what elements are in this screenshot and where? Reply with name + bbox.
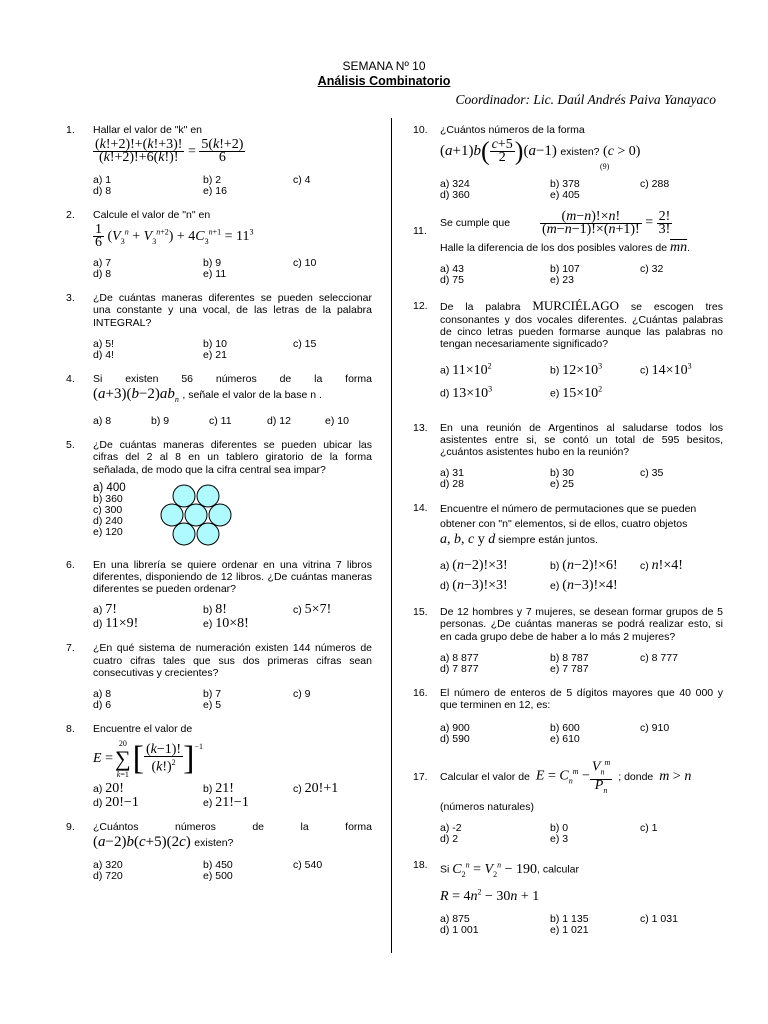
question-text-2: existen? [560,146,600,159]
option-a[interactable]: a) 7 [93,257,112,270]
question-4 [66,373,372,427]
question-text-2: siempre están juntos. [498,534,598,547]
option-e[interactable]: e) $15\times 10^2$ [550,383,603,401]
question-text-2: se escogen tres consonantes y dos vocales diferentes. ¿Cuántas palabras de cinco letras pueden formarse aunque las palabras no tengan necesariamente significado? [440,301,723,351]
answer-options [440,823,723,845]
question-number: 10. [413,124,428,136]
option-c[interactable]: c) n!×4! [640,558,683,574]
option-e[interactable]: e) 3 [550,833,569,846]
question-number: 13. [413,421,428,434]
question-text: Hallar el valor de "k" en [93,124,203,136]
option-c[interactable]: c) 910 [640,722,670,735]
option-b[interactable]: b) 450 [203,858,233,871]
option-d[interactable]: d) (n−3)!×3! [440,578,508,594]
question-10 [413,124,723,201]
option-e[interactable]: e) 5 [203,699,222,712]
option-b[interactable]: b) 30 [550,467,574,480]
option-b[interactable]: b) 600 [550,722,580,735]
question-number: 11. [413,224,427,237]
question-text: Calcule el valor de "n" en [93,208,211,221]
question-number: 18. [413,859,428,872]
question-text: ¿Cuántos números de la forma [93,821,372,834]
left-column [66,124,372,882]
question-text: Si existen 56 números de la forma [93,372,372,385]
question-9 [66,821,372,881]
option-d[interactable]: d) 720 [93,869,123,882]
option-c[interactable]: c) 1 [640,822,658,835]
question-17 [413,757,723,845]
answer-options [440,723,723,745]
option-e[interactable]: e) 120 [93,525,123,538]
option-a[interactable]: a) 20! [93,781,124,797]
question-text-3: (números naturales) [440,800,534,813]
option-a[interactable]: a) 5! [93,337,115,350]
question-formula: $\frac{(k!+2)!+(k!+3)!}{(k!+2)!+6(k!)!}$ = $\frac{5(k!+2)}{6}$ [95,137,244,166]
question-text-2-line: Halle la diferencia de los dos posibles valores de $\overline{mn}$. [440,240,691,256]
question-number: 4. [66,372,75,385]
question-7 [66,642,372,711]
question-number: 17. [413,771,428,784]
answer-options [93,483,126,547]
question-number: 12. [413,300,428,313]
answer-options [93,860,372,882]
option-b[interactable]: b) 378 [550,177,580,190]
question-5-body [93,483,372,547]
option-b[interactable]: b) 8! [203,602,227,618]
option-e[interactable]: e) 405 [550,188,580,201]
question-number: 7. [66,642,75,655]
option-b[interactable]: b) 0 [550,822,569,835]
option-c[interactable]: c) 288 [640,177,670,190]
question-text-2-line: a, b, c y d siempre están juntos. [440,532,598,548]
option-a[interactable]: a) 43 [440,263,464,276]
option-b[interactable]: b) $12\times 10^3$ [550,361,603,378]
answer-options [440,264,723,286]
answer-options [93,258,372,280]
option-d[interactable]: d) 7 877 [440,662,479,675]
question-number: 16. [413,686,428,699]
option-d[interactable]: d) 28 [440,478,464,491]
column-divider [391,118,392,953]
question-text: De la palabra [440,301,521,314]
option-b[interactable]: b) 107 [550,263,580,276]
answer-options [93,339,372,361]
answer-options [93,689,372,711]
option-d[interactable]: d) 240 [93,514,123,527]
option-a[interactable]: a) 8 [93,415,112,428]
option-a[interactable]: a) $11\times 10^2$ [440,361,492,378]
question-text: El número de enteros de 5 dígitos mayores que 40 000 y que terminen en 12, es: [440,686,723,711]
question-text: ¿De cuántas maneras diferentes se pueden seleccionar una constante y una vocal, de las letras de la palabra INTEGRAL? [93,292,372,329]
option-c[interactable]: c) 15 [293,337,317,350]
option-d[interactable]: d) 2 [440,833,459,846]
question-text: Encuentre el valor de [93,723,193,736]
question-line: Si $C_2^n = V_2^n - 190$, calcular [440,860,579,879]
option-d[interactable]: d) 1 001 [440,923,479,936]
answer-options [440,179,723,201]
question-text: En una reunión de Argentinos al saludarse todos los asistentes entre si, se contó un total de 595 besitos, ¿cuántos asistentes hubo en la reunión? [440,421,723,458]
question-number: 14. [413,502,428,515]
option-c[interactable]: c) 20!+1 [293,781,339,797]
question-line: Calcular el valor de $E = C_n^m$ − $\frac{V_n^m}{P_n}$ ; donde m > n [440,758,692,795]
answer-options [93,783,372,809]
question-text: Se cumple que [440,217,511,230]
page-title: SEMANA Nº 10 [342,59,426,73]
question-text: De 12 hombres y 7 mujeres, se desean formar grupos de 5 personas. ¿De cuántas maneras se podrá realizar esto, si en cada grupo debe de haber a lo más 2 mujeres? [440,606,723,643]
answer-options [93,416,372,427]
option-d[interactable]: d) 20!−1 [93,795,139,811]
option-a[interactable]: a) -2 [440,822,462,835]
option-c[interactable]: c) 8 777 [640,651,678,664]
option-a[interactable]: a) (n−2)!×3! [440,558,508,574]
question-16 [413,687,723,745]
option-e[interactable]: e) 500 [203,869,233,882]
option-c[interactable]: c) 4 [293,173,311,186]
question-text: En una librería se quiere ordenar en una vitrina 7 libros diferentes, disponiendo de 12 libros. ¿De cuántas maneras diferentes se pueden ordenar? [93,558,372,596]
question-number: 2. [66,208,75,221]
option-d[interactable]: d) 75 [440,274,464,287]
option-a[interactable]: a) 400 [93,481,126,494]
answer-options [440,360,723,399]
option-e[interactable]: e) 16 [203,184,227,197]
question-number: 8. [66,723,75,736]
option-e[interactable]: e) 21 [203,348,227,361]
question-text: ¿Cuántos números de la forma [440,124,585,136]
coordinator-line: Coordinador: Lic. Daúl Andrés Paiva Yanayaco [455,92,716,107]
option-c[interactable]: c) 1 031 [640,912,678,925]
option-a[interactable]: a) 8 [93,688,112,701]
option-b[interactable]: b) 21! [203,781,234,797]
option-d[interactable]: d) 590 [440,733,470,746]
option-d[interactable]: d) 12 [267,415,291,428]
option-c[interactable]: c) 300 [93,503,123,516]
question-formula: (a+1)b( $\frac{c+5}{2}$ )(a−1) existen? (c > 0) (9) [440,136,641,171]
option-a[interactable]: a) 31 [440,467,464,480]
question-text-2: , señale el valor de la base n . [182,389,322,402]
option-b[interactable]: b) 9 [151,415,170,428]
question-18 [413,859,723,936]
question-number: 1. [66,124,75,136]
option-e[interactable]: e) 25 [550,478,574,491]
option-b[interactable]: b) 7 [203,688,222,701]
option-e[interactable]: e) 610 [550,733,580,746]
question-14 [413,502,723,592]
option-e[interactable]: e) 11 [203,268,227,281]
option-d[interactable]: d) 8 [93,268,112,281]
option-c[interactable]: c) 540 [293,858,323,871]
option-c[interactable]: c) $14\times 10^3$ [640,361,692,378]
question-text: ¿En qué sistema de numeración existen 144 números de cuatro cifras tales que sus dos primeras cifras sean consecutivas y crecientes? [93,642,372,679]
option-e[interactable]: e) 21!−1 [203,795,249,811]
question-1 [66,124,372,197]
question-13 [413,422,723,491]
question-number: 6. [66,558,75,571]
rotating-board-diagram [156,483,236,547]
question-6 [66,559,372,631]
option-d[interactable]: d) 6 [93,699,112,712]
question-5 [66,439,372,547]
question-15 [413,606,723,675]
option-d[interactable]: d) 4! [93,348,115,361]
option-b[interactable]: b) 9 [203,257,222,270]
question-text-2: ; donde [618,770,654,783]
option-e[interactable]: e) 10×8! [203,616,249,632]
question-number: 9. [66,821,75,834]
question-number: 3. [66,292,75,305]
question-text-block [440,300,723,350]
option-e[interactable]: e) 10 [325,415,349,428]
question-number: 5. [66,439,75,452]
answer-options [93,604,372,630]
option-c[interactable]: c) 35 [640,467,664,480]
option-c[interactable]: c) 5×7! [293,602,332,618]
option-b[interactable]: b) 360 [93,492,123,505]
option-e[interactable]: e) 7 787 [550,662,589,675]
right-column [413,124,723,936]
answer-options [440,653,723,675]
option-c[interactable]: c) 10 [293,257,317,270]
option-c[interactable]: c) 9 [293,688,311,701]
option-d[interactable]: d) 8 [93,184,112,197]
question-3 [66,292,372,361]
question-text-2: , calcular [536,863,579,876]
question-text: Si [440,863,450,876]
option-b[interactable]: b) 8 787 [550,651,589,664]
option-a[interactable]: a) 900 [440,722,470,735]
question-number: 15. [413,606,428,619]
option-e[interactable]: e) 1 021 [550,923,589,936]
answer-options [440,560,723,592]
question-formula: $\frac{1}{6}$ $(V_3^n + V_3^{n+2}) + 4C_3^{n+1} = 11^3$ [95,221,254,251]
option-e[interactable]: e) (n−3)!×4! [550,578,618,594]
question-text-2: Halle la diferencia de los dos posibles valores de [440,242,668,255]
option-a[interactable]: a) 8 877 [440,651,479,664]
option-c[interactable]: c) 11 [209,415,232,428]
option-a[interactable]: a) 7! [93,602,117,618]
question-8 [66,723,372,809]
answer-options [440,914,723,936]
option-b[interactable]: b) (n−2)!×6! [550,558,618,574]
question-formula: $R = 4n^2 - 30n + 1$ [440,887,540,905]
option-d[interactable]: d) 360 [440,188,470,201]
option-a[interactable]: a) 324 [440,177,470,190]
question-text-2: existen? [194,837,234,850]
question-12 [413,300,723,399]
option-c[interactable]: c) 32 [640,263,664,276]
option-a[interactable]: a) 1 [93,173,112,186]
question-text: ¿De cuántas maneras diferentes se pueden ubicar las cifras del 2 al 8 en un tablero giratorio de la forma señalada, de modo que la cifra central sea impar? [93,439,372,476]
question-11 [413,208,723,287]
option-b[interactable]: b) 2 [203,173,222,186]
question-text: Encuentre el número de permutaciones que se pueden obtener con "n" elementos, si de ellos, cuatro objetos [440,503,697,531]
answer-options [440,468,723,490]
option-b[interactable]: b) 1 135 [550,912,589,925]
answer-options [93,175,372,197]
option-d[interactable]: d) 11×9! [93,616,139,632]
question-formula: (a−2)b(c+5)(2c) existen? [93,834,234,851]
question-word: MURCIÉLAGO [532,298,619,314]
question-line: Se cumple que $\frac{(m-n)!\times n!}{(m-n-1)!\times(n+1)!}$ = $\frac{2!}{3!}$ [440,208,671,238]
question-formula: E = 20 ∑ k=1 [ $\frac{(k-1)!}{(k!)^2}$ ] −1 [93,739,203,780]
option-e[interactable]: e) 23 [550,274,574,287]
option-a[interactable]: a) 320 [93,858,123,871]
option-d[interactable]: d) $13\times 10^3$ [440,383,493,401]
question-text: Calcular el valor de [440,770,530,783]
option-b[interactable]: b) 10 [203,337,227,350]
question-2 [66,209,372,281]
question-formula: $(a+3)(b-2)ab_n$ , señale el valor de la base n . [93,386,322,405]
page-subtitle: Análisis Combinatorio [317,74,451,88]
option-a[interactable]: a) 875 [440,912,470,925]
